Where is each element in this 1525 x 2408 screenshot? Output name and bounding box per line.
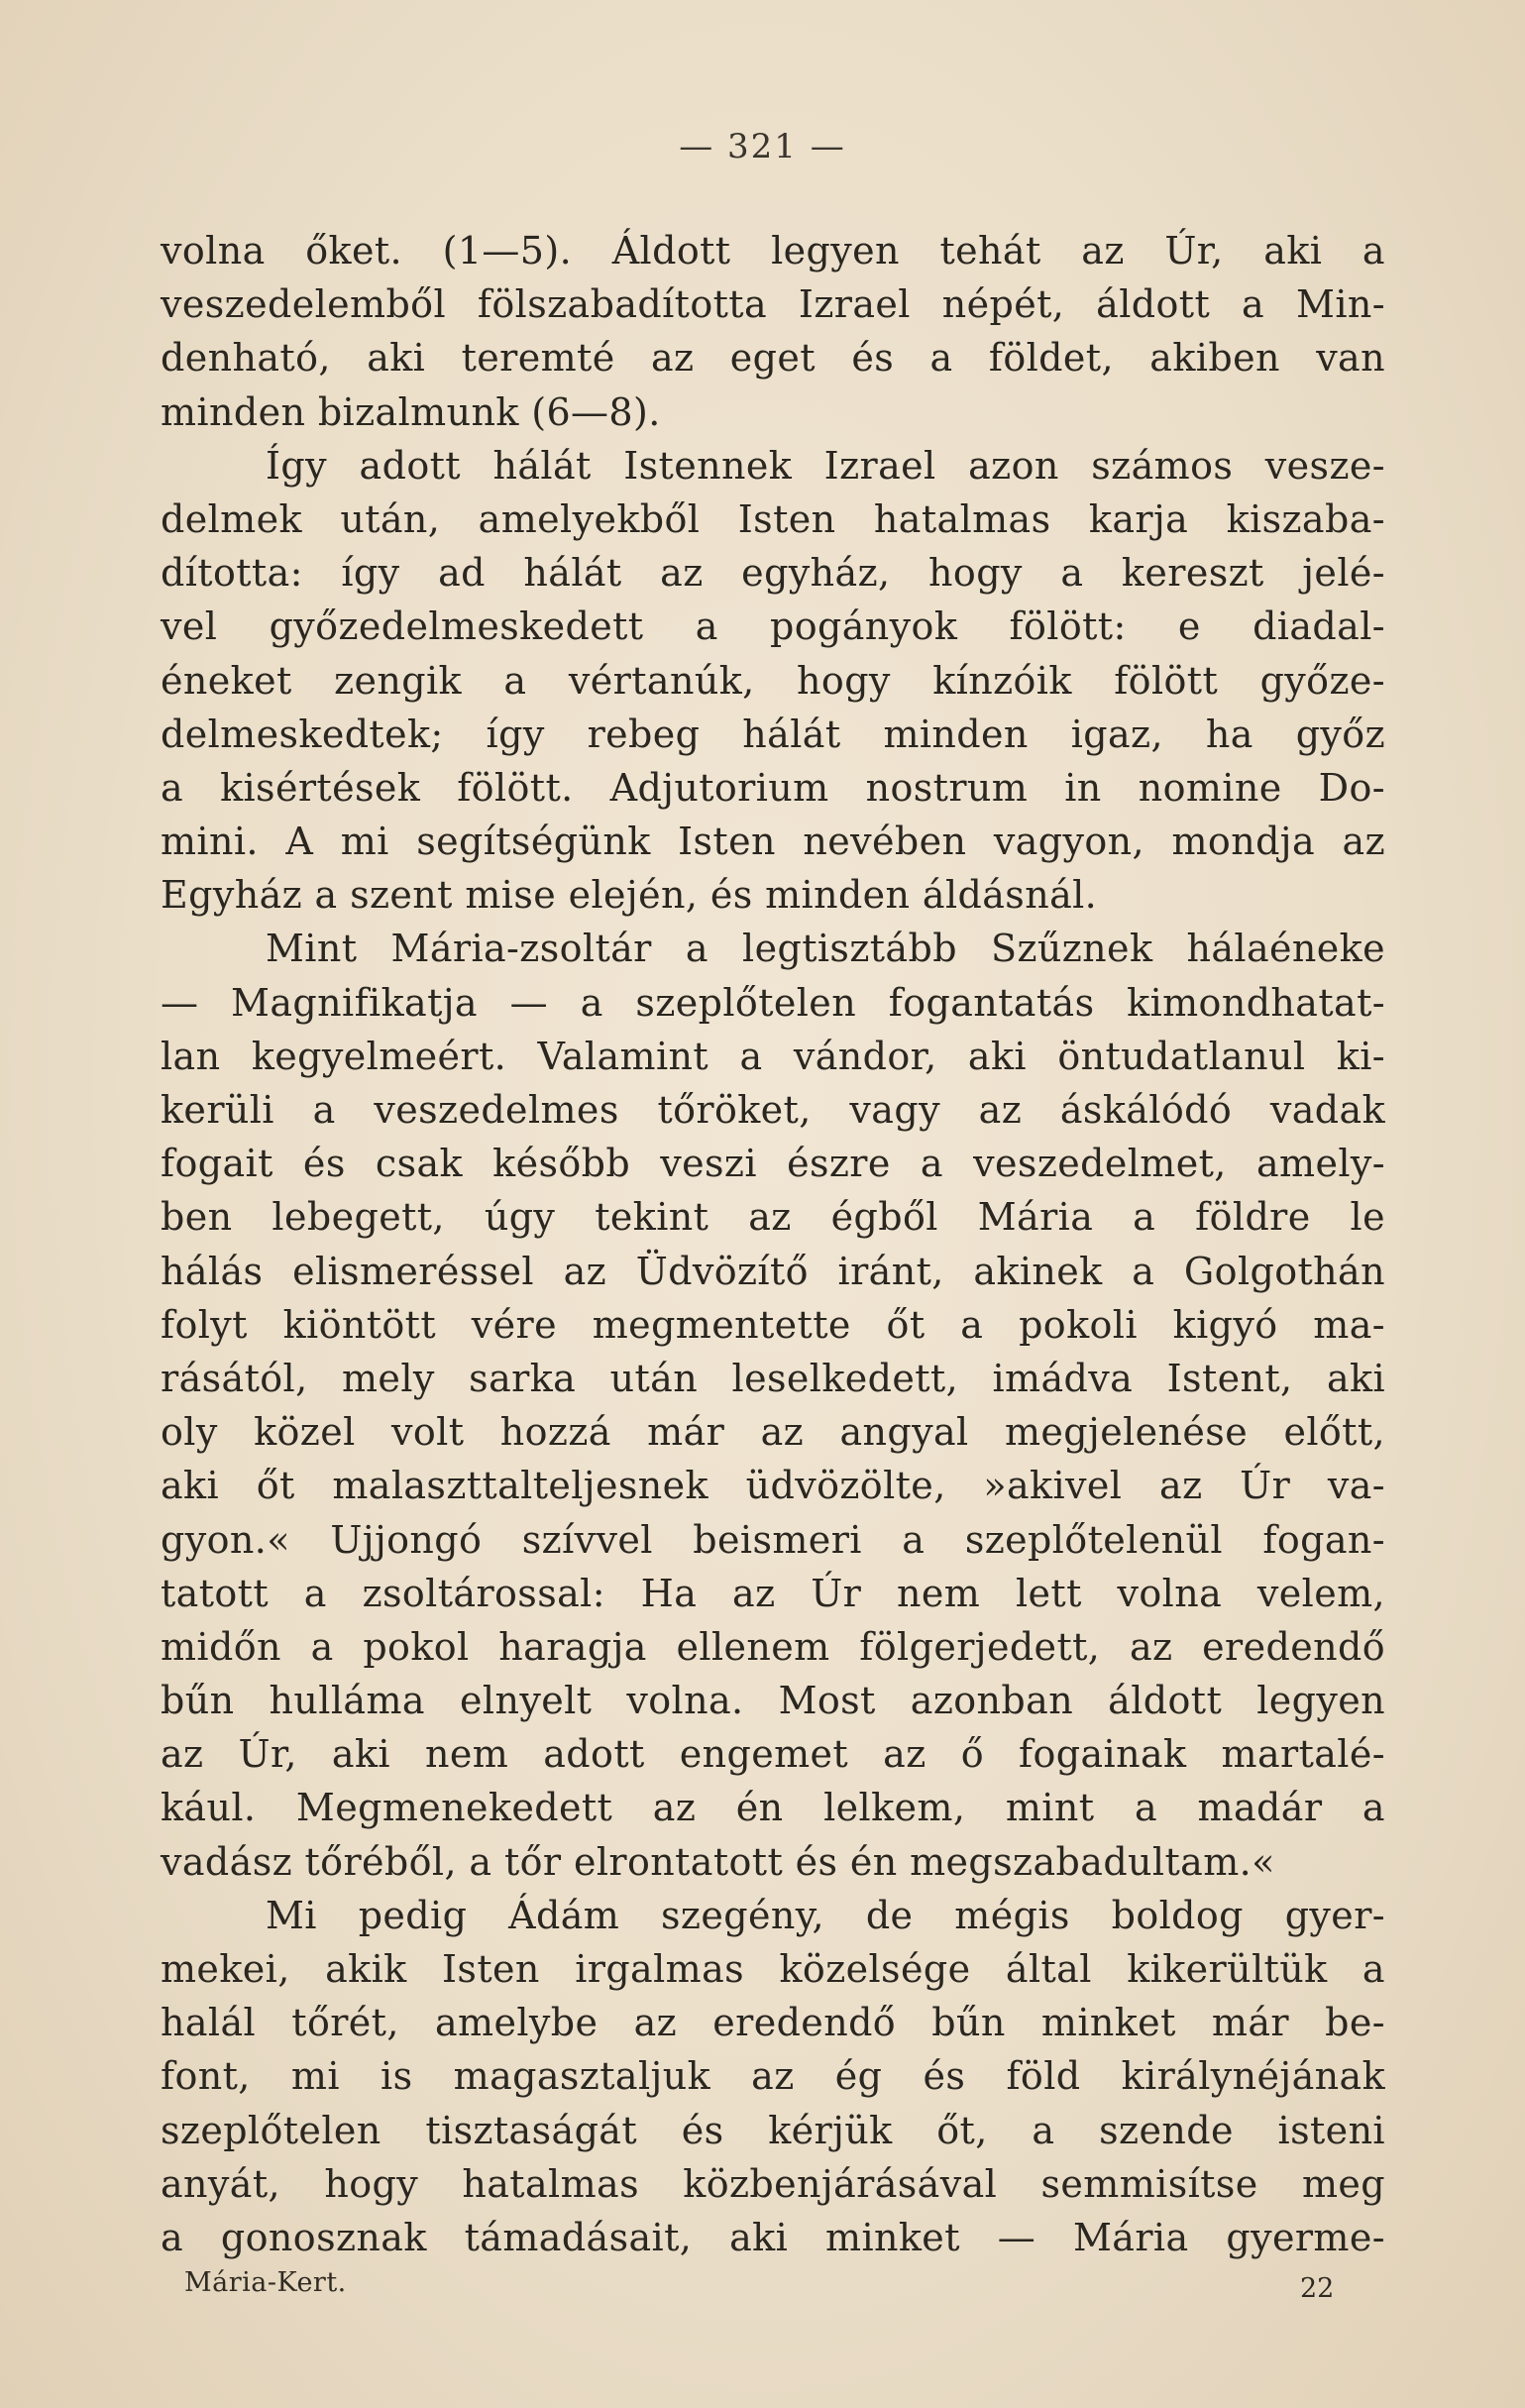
text-line: delmek után, amelyekből Isten hatalmas karja kiszaba- [161, 496, 1385, 541]
text-line: rásától, mely sarka után leselkedett, imádva Istent, aki [161, 1356, 1385, 1400]
text-line: anyát, hogy hatalmas közbenjárásával semmisítse meg [161, 2161, 1385, 2206]
text-line: denható, aki teremté az eget és a földet, akiben van [161, 336, 1385, 381]
text-line: veszedelemből fölszabadította Izrael népét, áldott a Min- [161, 282, 1385, 327]
text-line: volna őket. (1—5). Áldott legyen tehát az Úr, aki a [161, 229, 1385, 273]
text-line: fogait és csak később veszi észre a veszedelmet, amely- [161, 1142, 1385, 1186]
text-line: midőn a pokol haragja ellenem fölgerjedett, az eredendő [161, 1624, 1385, 1669]
text-line: Így adott hálát Istennek Izrael azon számos vesze- [266, 443, 1385, 488]
text-line: Egyház a szent mise elején, és minden áldásnál. [161, 873, 1098, 918]
text-line: szeplőtelen tisztaságát és kérjük őt, a szende isteni [161, 2108, 1385, 2152]
footer-book-title: Mária-Kert. [184, 2267, 347, 2298]
text-line: hálás elismeréssel az Üdvözítő iránt, akinek a Golgothán [161, 1249, 1385, 1293]
text-line: folyt kiöntött vére megmentette őt a pokoli kigyó ma- [161, 1302, 1385, 1347]
text-line: a kisértések fölött. Adjutorium nostrum in nomine Do- [161, 765, 1385, 810]
text-line: mekei, akik Isten irgalmas közelsége által kikerültük a [161, 1947, 1385, 1991]
text-line: Mi pedig Ádám szegény, de mégis boldog gyer- [266, 1893, 1385, 1937]
body-text [161, 224, 1385, 2264]
text-line: az Úr, aki nem adott engemet az ő fogainak martalé- [161, 1732, 1385, 1777]
text-line: font, mi is magasztaljuk az ég és föld királynéjának [161, 2054, 1385, 2099]
text-line: vel győzedelmeskedett a pogányok fölött: e diadal- [161, 604, 1385, 649]
text-line: éneket zengik a vértanúk, hogy kínzóik fölött győze- [161, 658, 1385, 703]
text-line: kául. Megmenekedett az én lelkem, mint a madár a [161, 1786, 1385, 1830]
text-line: gyon.« Ujjongó szívvel beismeri a szeplőtelenül fogan- [161, 1517, 1385, 1562]
text-line: dította: így ad hálát az egyház, hogy a kereszt jelé- [161, 551, 1385, 596]
text-line: Mint Mária-zsoltár a legtisztább Szűznek hálaéneke [266, 927, 1385, 971]
text-line: kerüli a veszedelmes tőröket, vagy az áskálódó vadak [161, 1088, 1385, 1132]
text-line: ben lebegett, úgy tekint az égből Mária a földre le [161, 1195, 1385, 1240]
text-line: bűn hulláma elnyelt volna. Most azonban áldott legyen [161, 1679, 1385, 1723]
text-line: lan kegyelmeért. Valamint a vándor, aki öntudatlanul ki- [161, 1034, 1385, 1078]
text-line: aki őt malaszttalteljesnek üdvözölte, »akivel az Úr va- [161, 1464, 1385, 1508]
page-number: — 321 — [679, 127, 846, 166]
text-line: halál tőrét, amelybe az eredendő bűn minket már be- [161, 2001, 1385, 2045]
text-line: minden bizalmunk (6—8). [161, 389, 661, 434]
text-line: a gonosznak támadásait, aki minket — Mária gyerme- [161, 2215, 1385, 2259]
text-line: delmeskedtek; így rebeg hálát minden igaz, ha győz [161, 711, 1385, 756]
text-line: tatott a zsoltárossal: Ha az Úr nem lett volna velem, [161, 1571, 1385, 1615]
text-line: oly közel volt hozzá már az angyal megjelenése előtt, [161, 1410, 1385, 1455]
text-line: mini. A mi segítségünk Isten nevében vagyon, mondja az [161, 820, 1385, 864]
footer-signature-number: 22 [1300, 2273, 1335, 2304]
text-line: vadász tőréből, a tőr elrontatott és én megszabadultam.« [161, 1839, 1275, 1884]
text-line: — Magnifikatja — a szeplőtelen fogantatás kimondhatat- [161, 980, 1385, 1025]
